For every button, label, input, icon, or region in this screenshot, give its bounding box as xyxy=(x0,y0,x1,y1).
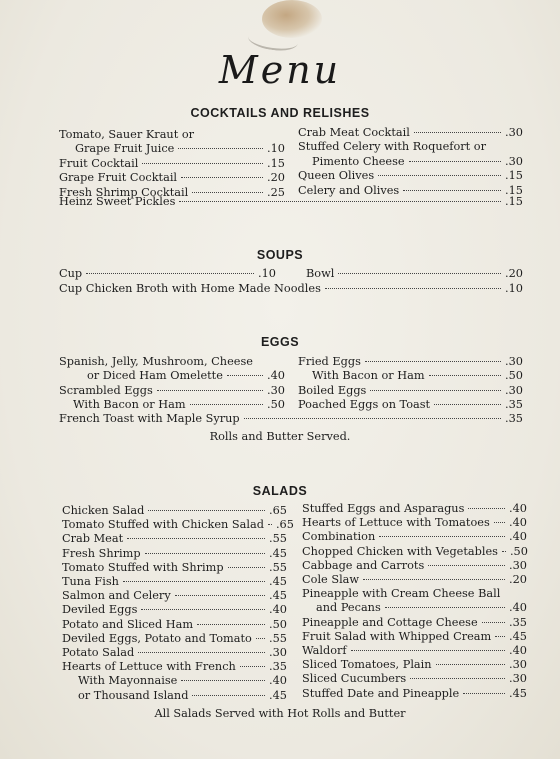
section-heading-eggs: EGGS xyxy=(260,335,300,349)
item-name: Combination xyxy=(302,530,376,544)
eggs-right-item xyxy=(298,355,523,369)
item-name: Grape Fruit Juice xyxy=(75,142,175,156)
salads-right-item xyxy=(316,601,527,615)
salads-left-item xyxy=(62,504,287,518)
dot-leader xyxy=(414,132,501,133)
item-name: Fried Eggs xyxy=(298,355,361,368)
item-price: .30 xyxy=(505,126,523,139)
salads-left-item xyxy=(62,632,287,646)
item-price: .25 xyxy=(267,185,285,199)
item-name: Waldorf xyxy=(302,644,347,657)
dot-leader xyxy=(181,680,265,681)
dot-leader xyxy=(86,273,254,274)
dot-leader xyxy=(179,201,501,202)
eggs-right-item xyxy=(298,398,523,412)
dot-leader xyxy=(429,375,501,376)
dot-leader xyxy=(482,622,505,623)
item-name: French Toast with Maple Syrup xyxy=(59,412,240,425)
item-name: Crab Meat Cocktail xyxy=(298,126,410,139)
dot-leader xyxy=(379,536,505,537)
item-price: .30 xyxy=(505,154,523,168)
salads-left-item xyxy=(62,561,287,575)
dot-leader xyxy=(197,624,265,625)
item-price: .20 xyxy=(509,573,527,586)
dot-leader xyxy=(268,524,272,525)
item-name: or Diced Ham Omelette xyxy=(87,369,223,383)
item-price: .40 xyxy=(269,674,287,688)
page-title: Menu xyxy=(218,48,342,92)
item-price: .55 xyxy=(269,532,287,546)
item-name: Boiled Eggs xyxy=(298,383,367,397)
dot-leader xyxy=(365,361,501,362)
item-price: .50 xyxy=(267,398,285,412)
salads-left-item xyxy=(62,618,287,632)
dot-leader xyxy=(436,664,505,665)
dot-leader xyxy=(463,693,505,694)
item-price: .10 xyxy=(258,267,276,280)
dot-leader xyxy=(138,652,265,653)
cocktails-right-item xyxy=(312,155,523,169)
dot-leader xyxy=(378,175,501,176)
item-price: .40 xyxy=(509,502,527,515)
item-name: Tomato Stuffed with Shrimp xyxy=(62,560,224,574)
cocktails-right-item xyxy=(298,126,523,140)
item-price: .35 xyxy=(505,412,523,425)
item-name: Queen Olives xyxy=(298,169,375,183)
item-price: .30 xyxy=(505,383,523,397)
item-name: Stuffed Date and Pineapple xyxy=(302,686,460,700)
salads-right-item xyxy=(302,530,527,544)
item-price: .15 xyxy=(505,169,523,183)
item-price: .50 xyxy=(505,369,523,383)
salads-right-item xyxy=(302,587,527,601)
dot-leader xyxy=(142,163,263,164)
item-price: .15 xyxy=(505,195,523,208)
item-price: .15 xyxy=(505,183,523,197)
item-price: .45 xyxy=(509,629,527,643)
salads-left-item xyxy=(62,603,287,617)
item-name: Celery and Olives xyxy=(298,183,400,197)
item-name: Hearts of Lettuce with Tomatoes xyxy=(302,516,490,530)
soups-right-item xyxy=(306,267,523,281)
soups-full-item xyxy=(59,282,523,296)
section-heading-cocktails: COCKTAILS AND RELISHES xyxy=(190,106,370,120)
item-name: Tomato Stuffed with Chicken Salad xyxy=(62,518,264,532)
item-price: .30 xyxy=(269,646,287,659)
salads-right-item xyxy=(302,658,527,672)
dot-leader xyxy=(495,636,505,637)
item-name: Fresh Shrimp Cocktail xyxy=(59,185,189,199)
item-name: With Bacon or Ham xyxy=(312,369,425,383)
dot-leader xyxy=(409,161,501,162)
item-name: Grape Fruit Cocktail xyxy=(59,171,178,185)
salads-left-item xyxy=(62,660,287,674)
item-name: Pimento Cheese xyxy=(312,154,405,168)
item-price: .65 xyxy=(269,504,287,517)
cocktails-right-item xyxy=(298,140,523,154)
item-name: Fresh Shrimp xyxy=(62,546,141,560)
item-price: .30 xyxy=(509,672,527,686)
item-name: Tomato, Sauer Kraut or xyxy=(59,128,195,141)
item-price: .50 xyxy=(269,617,287,631)
item-name: Sliced Tomatoes, Plain xyxy=(302,658,432,672)
item-price: .40 xyxy=(269,603,287,617)
cocktails-left-item xyxy=(59,171,285,185)
cocktails-left-item xyxy=(75,142,285,156)
dot-leader xyxy=(192,695,265,696)
item-name: Deviled Eggs, Potato and Tomato xyxy=(62,631,252,645)
dot-leader xyxy=(141,609,265,610)
salads-left-item xyxy=(62,575,287,589)
item-name: Salmon and Celery xyxy=(62,589,171,603)
dot-leader xyxy=(403,190,501,191)
item-price: .20 xyxy=(267,171,285,185)
dot-leader xyxy=(385,607,505,608)
item-name: Deviled Eggs xyxy=(62,603,138,617)
salads-right-item xyxy=(302,502,527,516)
dot-leader xyxy=(192,192,263,193)
item-name: Sliced Cucumbers xyxy=(302,672,407,686)
dot-leader xyxy=(244,418,501,419)
cocktails-full-item xyxy=(59,195,523,209)
item-name: Crab Meat xyxy=(62,532,124,546)
salads-right-item xyxy=(302,687,527,701)
cocktails-right-item xyxy=(298,169,523,183)
item-price: .10 xyxy=(267,142,285,156)
item-price: .40 xyxy=(509,601,527,615)
dot-leader xyxy=(145,553,265,554)
eggs-left-item xyxy=(73,398,285,412)
dot-leader xyxy=(363,579,505,580)
item-name: Pineapple and Cottage Cheese xyxy=(302,615,478,629)
eggs-right-item xyxy=(312,369,523,383)
dot-leader xyxy=(256,638,265,639)
item-price: .55 xyxy=(269,560,287,574)
item-name: Stuffed Celery with Roquefort or xyxy=(298,140,486,154)
section-heading-salads: SALADS xyxy=(252,484,308,498)
item-name: Spanish, Jelly, Mushroom, Cheese xyxy=(59,355,253,368)
dot-leader xyxy=(410,678,505,679)
item-name: With Mayonnaise xyxy=(78,674,178,688)
salads-right-item xyxy=(302,630,527,644)
item-price: .45 xyxy=(269,688,287,702)
dot-leader xyxy=(228,567,265,568)
dot-leader xyxy=(123,581,265,582)
item-name: Scrambled Eggs xyxy=(59,383,153,397)
dot-leader xyxy=(148,510,265,511)
item-price: .30 xyxy=(509,658,527,672)
salads-right-item xyxy=(302,573,527,587)
item-name: With Bacon or Ham xyxy=(73,398,186,412)
item-name: Potato and Sliced Ham xyxy=(62,617,194,631)
item-price: .35 xyxy=(269,660,287,674)
item-name: Fruit Salad with Whipped Cream xyxy=(302,629,492,643)
cocktails-left-item xyxy=(59,157,285,171)
eggs-left-item xyxy=(87,369,285,383)
salads-right-item xyxy=(302,616,527,630)
item-price: .45 xyxy=(269,546,287,560)
item-name: Cup xyxy=(59,267,83,280)
item-name: Bowl xyxy=(306,267,335,280)
item-name: or Thousand Island xyxy=(78,688,189,702)
dot-leader xyxy=(502,551,506,552)
item-price: .20 xyxy=(505,267,523,280)
item-name: Poached Eggs on Toast xyxy=(298,398,431,412)
dot-leader xyxy=(468,508,505,509)
item-price: .35 xyxy=(505,398,523,412)
eggs-right-item xyxy=(298,384,523,398)
dot-leader xyxy=(157,390,263,391)
salads-right-item xyxy=(302,672,527,686)
salads-right-item xyxy=(302,516,527,530)
salads-left-item xyxy=(62,589,287,603)
item-name: Cabbage and Carrots xyxy=(302,558,425,572)
section-heading-soups: SOUPS xyxy=(256,248,304,262)
dot-leader xyxy=(175,595,265,596)
dot-leader xyxy=(178,148,263,149)
item-price: .45 xyxy=(269,589,287,603)
item-name: Cup Chicken Broth with Home Made Noodles xyxy=(59,282,321,295)
item-price: .30 xyxy=(505,355,523,368)
salads-note: All Salads Served with Hot Rolls and Butter xyxy=(154,707,406,720)
dot-leader xyxy=(181,177,263,178)
item-name: Stuffed Eggs and Asparagus xyxy=(302,502,465,515)
soups-left-item xyxy=(59,267,276,281)
item-name: Chopped Chicken with Vegetables xyxy=(302,544,498,558)
dot-leader xyxy=(428,565,505,566)
item-name: Hearts of Lettuce with French xyxy=(62,660,236,674)
eggs-note: Rolls and Butter Served. xyxy=(209,430,351,443)
salads-right-item xyxy=(302,545,527,559)
eggs-full-item xyxy=(59,412,523,426)
dot-leader xyxy=(494,522,505,523)
item-name: and Pecans xyxy=(316,601,381,615)
salads-left-item xyxy=(78,674,287,688)
dot-leader xyxy=(370,390,501,391)
item-price: .50 xyxy=(509,544,528,558)
item-price: .30 xyxy=(267,383,285,397)
dot-leader xyxy=(127,538,265,539)
item-name: Tuna Fish xyxy=(62,575,119,588)
item-name: Pineapple with Cream Cheese Ball xyxy=(302,587,501,601)
item-price: .65 xyxy=(275,518,294,532)
item-name: Fruit Cocktail xyxy=(59,156,139,170)
salads-right-item xyxy=(302,559,527,573)
item-name: Potato Salad xyxy=(62,646,135,659)
item-price: .15 xyxy=(267,156,285,170)
salads-left-item xyxy=(62,646,287,660)
salads-left-item xyxy=(62,532,287,546)
item-name: Chicken Salad xyxy=(62,504,145,517)
salads-right-item xyxy=(302,644,527,658)
dot-leader xyxy=(434,404,501,405)
item-name: Cole Slaw xyxy=(302,573,360,586)
item-price: .40 xyxy=(509,516,527,530)
dot-leader xyxy=(227,375,263,376)
eggs-left-item xyxy=(59,355,285,369)
salads-left-item xyxy=(78,689,287,703)
dot-leader xyxy=(338,273,501,274)
salads-left-item xyxy=(62,547,287,561)
dot-leader xyxy=(351,650,505,651)
item-price: .45 xyxy=(269,575,287,588)
item-price: .40 xyxy=(509,644,527,657)
item-price: .45 xyxy=(509,686,527,700)
salads-left-item xyxy=(62,518,294,532)
item-price: .35 xyxy=(509,615,527,629)
eggs-left-item xyxy=(59,384,285,398)
dot-leader xyxy=(325,288,501,289)
item-price: .40 xyxy=(267,369,285,383)
item-price: .30 xyxy=(509,558,527,572)
item-name: Heinz Sweet Pickles xyxy=(59,195,176,208)
item-price: .40 xyxy=(509,530,527,544)
item-price: .55 xyxy=(269,631,287,645)
dot-leader xyxy=(240,666,265,667)
dot-leader xyxy=(190,404,263,405)
item-price: .10 xyxy=(505,282,523,295)
cocktails-left-item xyxy=(59,128,285,142)
